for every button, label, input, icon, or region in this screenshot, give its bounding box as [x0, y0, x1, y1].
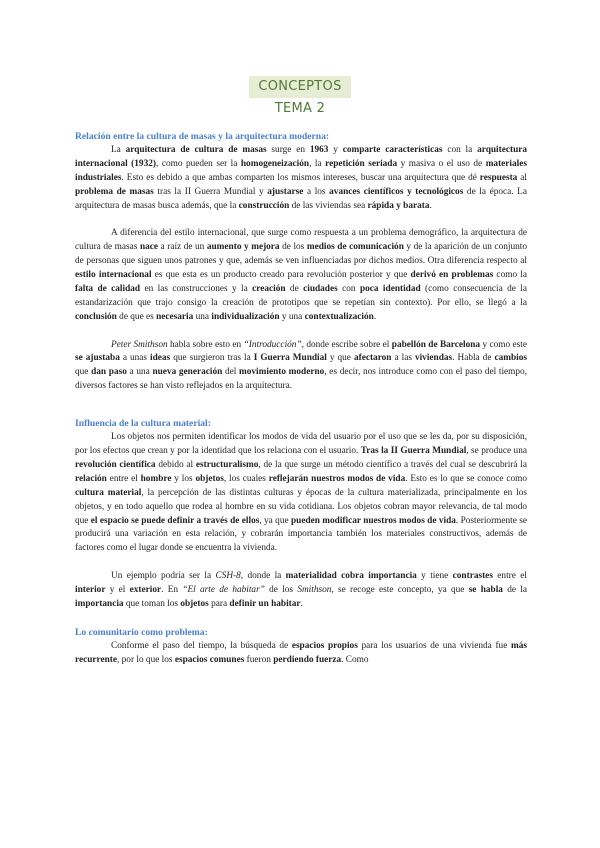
text-run: Los objetos nos permiten identificar los modos de vida del usuario por el uso que se les da, por su disposición, por los efectos que crean y por la identidad que los relaciona con el usuario.	[75, 432, 527, 456]
text-run: . Posteriormente se producirá una variación en esta relación, y cobrarán importancia también los materiales constructivos, además de factores como el lugar donde se encuentra la vivienda.	[75, 515, 527, 554]
bold-text: importancia	[75, 598, 124, 609]
bold-text: poca identidad	[359, 283, 421, 294]
bold-text: pabellón de Barcelona	[391, 339, 481, 350]
text-run: en las construcciones y la	[140, 283, 253, 294]
text-run: habla sobre esto en	[167, 339, 244, 350]
text-run: .	[429, 200, 432, 211]
bold-text: hombre	[140, 473, 172, 484]
text-run: con la	[442, 144, 478, 155]
text-run: entre el	[492, 571, 527, 582]
text-run: de las viviendas sea	[289, 200, 368, 211]
section-heading: Lo comunitario como problema:	[75, 626, 208, 638]
bold-text: nace	[139, 242, 159, 253]
bold-text: I Guerra Mundial	[253, 353, 327, 364]
text-run: y que	[326, 353, 354, 364]
bold-text: viviendas	[414, 353, 453, 364]
section-heading: Influencia de la cultura material:	[75, 418, 211, 430]
bold-text: creación	[252, 283, 286, 294]
bold-text: cambios	[494, 353, 528, 364]
bold-text: ideas	[150, 353, 171, 364]
bold-text: espacios propios	[291, 640, 358, 651]
bold-text: afectaron	[353, 353, 392, 364]
text-run: , donde escribe sobre el	[301, 339, 392, 350]
paragraph	[75, 227, 527, 324]
italic-text: “El arte de habitar”	[182, 585, 265, 596]
text-run: , es decir, nos introduce como con el paso del tiempo, diversos factores se han visto reflejados en la arquitectura.	[75, 367, 528, 392]
text-run: . Como	[341, 654, 369, 665]
text-run: y tiene	[416, 571, 453, 582]
bold-text: conclusión	[75, 311, 117, 322]
text-run: A diferencia del estilo internacional, que surge como respuesta a un problema demográfico, la arquitectura de cultura de masas	[75, 228, 527, 253]
bold-text: respuesta	[479, 172, 518, 183]
bold-text: individualización	[211, 311, 280, 322]
bold-text: se habla	[468, 585, 503, 596]
document-body	[75, 130, 527, 667]
bold-text: 1963	[309, 144, 329, 155]
bold-text: perdiendo fuerza	[273, 654, 342, 665]
text-run: una	[193, 311, 212, 322]
text-run: que	[75, 367, 92, 378]
text-run: del	[222, 367, 239, 378]
text-run: . Esto es lo que se conoce como	[405, 473, 528, 484]
bold-text: ciudades	[303, 283, 338, 294]
text-run: y como este	[480, 339, 527, 350]
bold-text: cultura material	[75, 487, 142, 498]
italic-text: Peter Smithson	[111, 339, 168, 350]
text-run: con	[337, 283, 360, 294]
bold-text: objetos	[180, 598, 209, 609]
text-run: de los	[279, 242, 307, 253]
bold-text: relación	[75, 473, 107, 484]
text-run: y una	[279, 311, 305, 322]
title-highlight	[249, 76, 351, 116]
text-run: fueron	[244, 654, 274, 665]
text-run: , se produce una	[466, 446, 527, 456]
paragraph	[75, 640, 527, 668]
text-run: y	[328, 144, 343, 155]
bold-text: se ajustaba	[75, 353, 120, 364]
bold-text: estructuralismo	[195, 459, 259, 470]
text-run: , la	[309, 158, 326, 169]
bold-text: arquitectura internacional (1932)	[75, 144, 528, 169]
italic-text: “Introducción”	[243, 339, 302, 350]
bold-text: falta de calidad	[75, 283, 141, 294]
text-run: a las	[391, 353, 415, 364]
bold-text: reflejarán nuestros modos de vida	[268, 473, 406, 484]
paragraph	[75, 339, 527, 395]
bold-text: construcción	[238, 200, 290, 211]
bold-text: movimiento moderno	[239, 367, 325, 378]
text-run: es que esta es un producto creado para revolución posterior y que	[151, 270, 411, 281]
bold-text: ajustarse	[267, 186, 304, 197]
text-run: para	[208, 598, 230, 609]
section-heading: Relación entre la cultura de masas y la arquitectura moderna:	[75, 131, 330, 142]
bold-text: el espacio se puede definir a través de ellos	[90, 515, 260, 526]
text-run: surge en	[266, 144, 310, 155]
bold-text: comparte características	[342, 144, 443, 155]
bold-text: revolución científica	[75, 459, 156, 470]
text-run: . Habla de	[452, 353, 495, 364]
text-run: Un ejemplo podría ser la	[111, 571, 216, 582]
text-run: .	[300, 598, 303, 609]
text-run: a unas	[119, 353, 151, 364]
bold-text: rápida y barata	[367, 200, 430, 211]
text-run: como la	[493, 270, 528, 281]
bold-text: homogeneización	[240, 158, 310, 169]
text-run: , los cuales	[223, 473, 269, 484]
text-run: , se recoge este concepto, ya que	[331, 585, 469, 596]
bold-text: aumento y mejora	[206, 242, 280, 253]
bold-text: derivó en problemas	[410, 270, 494, 281]
text-run: , donde la	[240, 571, 286, 582]
text-run: . En	[161, 585, 183, 596]
bold-text: objetos	[195, 473, 224, 484]
text-run: de que es	[116, 311, 157, 322]
bold-text: repetición seriada	[325, 158, 398, 169]
paragraph	[75, 431, 527, 556]
text-run: , por lo que los	[117, 654, 175, 665]
text-run: entre el	[106, 473, 141, 484]
document-title: CONCEPTOS TEMA 2	[258, 79, 342, 116]
text-run: de la época. La arquitectura de masas busca además, que la	[75, 186, 527, 211]
text-run: que toman los	[123, 598, 181, 609]
text-run: a los	[303, 186, 330, 197]
bold-text: necesaria	[156, 311, 194, 322]
text-run: tras la II Guerra Mundial y	[153, 186, 268, 197]
text-run: . Esto es debido a que ambas comparten los mismos intereses, buscar una arquitectura que dé	[121, 172, 480, 183]
bold-text: contrastes	[452, 571, 493, 582]
bold-text: pueden modificar nuestros modos de vida	[290, 515, 456, 526]
italic-text: Smithson	[297, 585, 332, 596]
bold-text: exterior	[129, 585, 162, 596]
text-run: , la percepción de las distintas culturas y épocas de la cultura materializada, principalmente en los objetos, y en todo aquello que rodea al hombre en su vida cotidiana. Los objetos cobran mayor relevancia, de tal modo que	[75, 487, 527, 526]
bold-text: interior	[75, 585, 106, 596]
paragraph	[75, 144, 527, 214]
text-run: al	[517, 172, 527, 183]
text-run: debido al	[155, 459, 196, 470]
bold-text: definir un habitar	[229, 598, 301, 609]
bold-text: materiales industriales	[75, 158, 527, 183]
bold-text: problema de masas	[75, 186, 154, 197]
bold-text: arquitectura de cultura de masas	[125, 144, 267, 155]
text-run: de	[285, 283, 304, 294]
bold-text: dan paso	[91, 367, 127, 378]
bold-text: nueva generación	[152, 367, 223, 378]
text-run: Conforme el paso del tiempo, la búsqueda de	[111, 640, 292, 651]
paragraph	[75, 570, 527, 612]
text-run: a raíz de un	[158, 242, 207, 253]
text-run: a una	[126, 367, 153, 378]
text-run: , ya que	[259, 515, 291, 526]
text-run: y masiva o el uso de	[397, 158, 486, 169]
text-run: que surgieron tras la	[170, 353, 254, 364]
text-run: (como consecuencia de la estandarización que trajo consigo la creación de prototipos que se repetían sin contexto). Por ello, se llegó a la	[75, 283, 528, 308]
bold-text: contextualización	[304, 311, 374, 322]
text-run: de la	[502, 585, 527, 596]
bold-text: avances científicos y tecnológicos	[329, 186, 464, 197]
bold-text: materialidad cobra importancia	[285, 571, 417, 582]
bold-text: Tras la II Guerra Mundial	[360, 446, 467, 456]
text-run: para los usuarios de una vivienda fue	[357, 640, 511, 651]
italic-text: CSH-8	[215, 571, 241, 582]
text-run: La	[111, 144, 126, 155]
bold-text: medios de comunicación	[306, 242, 404, 253]
bold-text: estilo internacional	[75, 270, 152, 281]
bold-text: más recurrente	[75, 640, 527, 665]
bold-text: espacios comunes	[174, 654, 245, 665]
text-run: , como pueden ser la	[155, 158, 241, 169]
text-run: de los	[264, 585, 298, 596]
text-run: y el	[105, 585, 130, 596]
text-run: y los	[171, 473, 196, 484]
text-run: , de la que surge un método científico a través del cual se descubrirá la	[258, 459, 527, 470]
text-run: .	[373, 311, 377, 322]
text-run: y de la aparición de un conjunto de personas que siguen unos patrones y que, además se ven influenciadas por dichos medios. Otra diferencia respecto al	[75, 242, 527, 267]
